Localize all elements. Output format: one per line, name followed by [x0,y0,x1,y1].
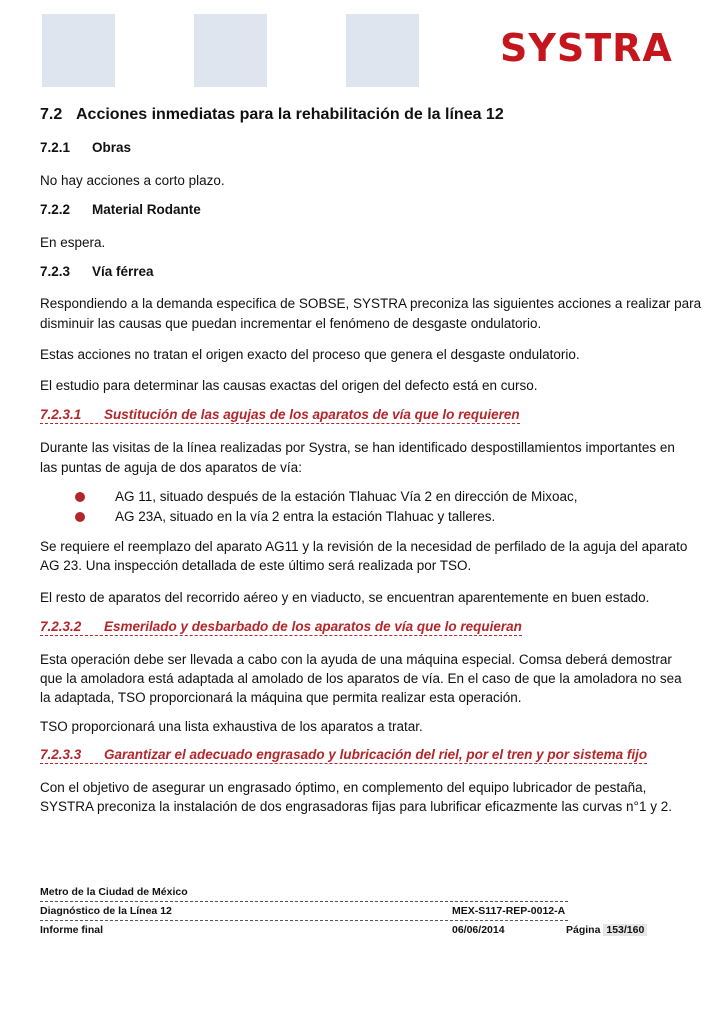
list-item: AG 23A, situado en la vía 2 entra la estación Tlahuac y talleres. [115,509,496,524]
subsubsection-number: 7.2.3.2 [40,619,82,634]
subsection-heading-via-ferrea [40,264,154,279]
paragraph-line: SYSTRA preconiza la instalación de dos engrasadoras fijas para lubrificar eficazmente las curvas n°1 y 2. [40,799,672,814]
section-number: 7.2 [40,106,63,123]
paragraph-line: Respondiendo a la demanda especifica de SOBSE, SYSTRA preconiza las siguientes acciones a realizar para [40,296,702,311]
footer-divider [40,901,568,902]
footer-divider [40,920,568,921]
paragraph: Estas acciones no tratan el origen exacto del proceso que genera el desgaste ondulatorio. [40,347,580,362]
bullet-icon [75,492,85,502]
footer-client: Metro de la Ciudad de México [40,886,188,898]
footer-document-type: Informe final [40,924,104,936]
footer-date: 06/06/2014 [452,924,505,936]
section-title: Acciones inmediatas para la rehabilitación de la línea 12 [76,106,504,123]
paragraph: TSO proporcionará una lista exhaustiva de los aparatos a tratar. [40,719,423,734]
paragraph-line: Con el objetivo de asegurar un engrasado óptimo, en complemento del equipo lubricador de pestaña, [40,780,647,795]
paragraph-line: las puntas de aguja de dos aparatos de vía: [40,460,302,475]
subsection-heading-material-rodante [40,202,201,217]
paragraph-line: Se requiere el reemplazo del aparato AG11 y la revisión de la necesidad de perfilado de la aguja del aparato [40,539,688,554]
subsection-title: Obras [92,140,132,155]
subsubsection-heading-sustitucion [40,407,520,424]
header-image-placeholder-1 [42,14,115,87]
subsubsection-number: 7.2.3.3 [40,747,82,762]
list-item: AG 11, situado después de la estación Tlahuac Vía 2 en dirección de Mixoac, [115,489,578,504]
paragraph-line: Durante las visitas de la línea realizadas por Systra, se han identificado despostillamientos importantes en [40,440,675,455]
paragraph-line: la adaptada, TSO proporcionará la máquina que permita realizar esta operación. [40,690,522,705]
section-heading [40,106,504,124]
paragraph-line: disminuir las causas que puedan incrementar el fenómeno de desgaste ondulatorio. [40,316,542,331]
systra-logo: SYSTRA [500,26,673,70]
paragraph: El resto de aparatos del recorrido aéreo y en viaducto, se encuentran aparentemente en buen estado. [40,590,650,605]
footer-page [566,924,647,936]
footer-reference: MEX-S117-REP-0012-A [452,905,566,917]
paragraph: El estudio para determinar las causas exactas del origen del defecto está en curso. [40,378,538,393]
page-number: 153/160 [603,924,647,936]
subsection-heading-obras [40,140,131,155]
paragraph-line: que la amoladora está adaptada al amolado de los aparatos de vía. En el caso de que la amoladora no sea [40,671,682,686]
subsection-number: 7.2.3 [40,264,71,279]
subsection-number: 7.2.1 [40,140,71,155]
subsubsection-heading-esmerilado [40,619,522,636]
page-label: Página [566,924,601,936]
paragraph-line: AG 23. Una inspección detallada de este último será realizada por TSO. [40,558,472,573]
footer-project: Diagnóstico de la Línea 12 [40,905,172,917]
subsubsection-title: Garantizar el adecuado engrasado y lubricación del riel, por el tren y por sistema fijo [104,747,648,762]
subsubsection-title: Sustitución de las agujas de los aparatos de vía que lo requieren [104,407,520,422]
header-image-placeholder-3 [346,14,419,87]
subsubsection-title: Esmerilado y desbarbado de los aparatos de vía que lo requieran [104,619,522,634]
subsubsection-heading-engrasado [40,747,647,764]
paragraph: En espera. [40,235,106,250]
subsection-title: Material Rodante [92,202,201,217]
header-image-placeholder-2 [194,14,267,87]
subsubsection-number: 7.2.3.1 [40,407,82,422]
paragraph: No hay acciones a corto plazo. [40,173,225,188]
paragraph-line: Esta operación debe ser llevada a cabo con la ayuda de una máquina especial. Comsa deberá demostrar [40,652,672,667]
bullet-icon [75,512,85,522]
subsection-number: 7.2.2 [40,202,71,217]
subsection-title: Vía férrea [92,264,154,279]
